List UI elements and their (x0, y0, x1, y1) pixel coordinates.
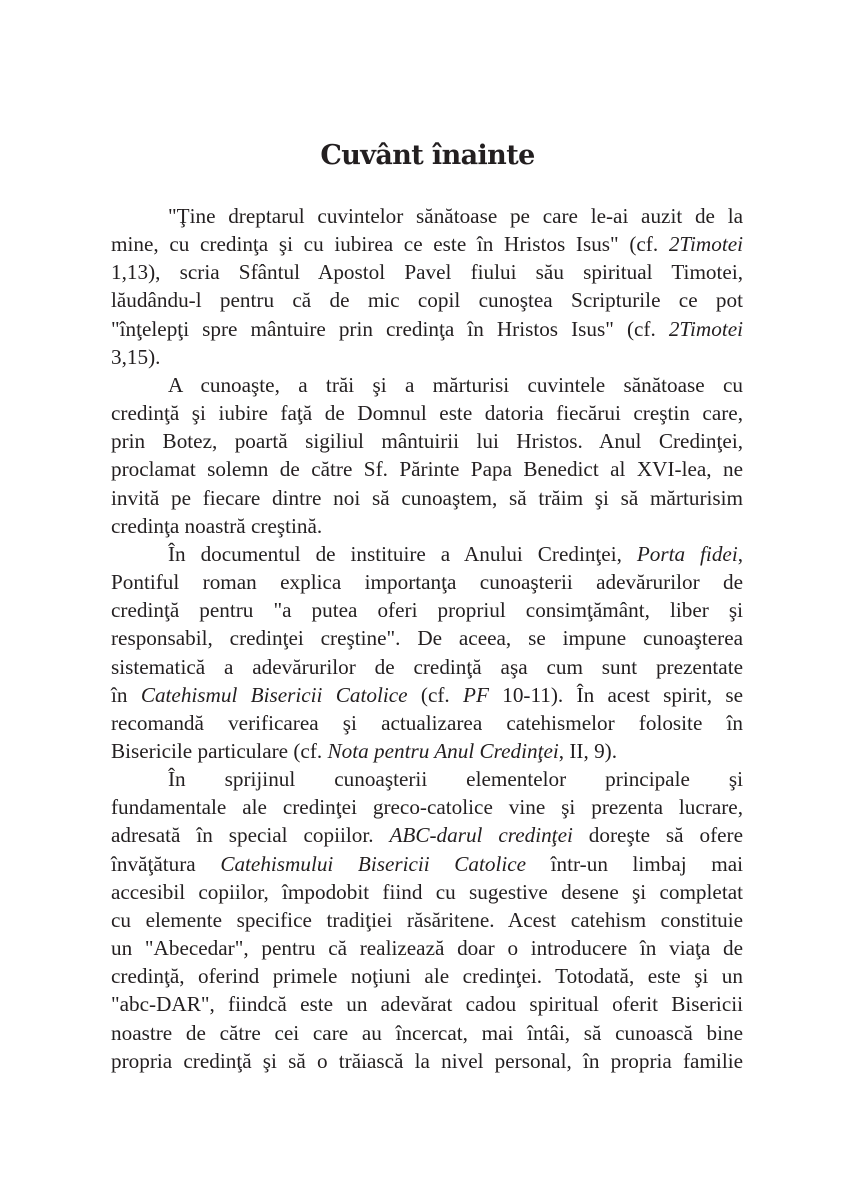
text-line: În documentul de instituire a Anului Credinţei, Porta fidei, (168, 541, 744, 566)
text-line: 3,15). (111, 344, 161, 369)
italic-reference: Catehismului Bisericii Catolice (220, 851, 527, 876)
text-line: lăudându-l pentru că de mic copil cunoştea Scripturile ce pot (111, 288, 743, 313)
text-line: A cunoaşte, a trăi şi a mărturisi cuvintele sănătoase cu (168, 372, 743, 397)
text-line: "înţelepţi spre mântuire prin credinţa în Hristos Isus" (cf. 2Timotei (111, 316, 743, 341)
text-line: credinţa noastră creştină. (111, 513, 323, 538)
italic-reference: Catehismul Bisericii Catolice (140, 682, 408, 707)
paragraph (111, 765, 743, 1075)
italic-reference: 2Timotei (668, 316, 743, 341)
text-line: 1,13), scria Sfântul Apostol Pavel fiului său spiritual Timotei, (111, 260, 743, 285)
paragraph (111, 540, 743, 765)
text-line: recomandă verificarea şi actualizarea catehismelor folosite în (111, 710, 743, 735)
text-line: cu elemente specifice tradiţiei răsăritene. Acest catehism constituie (111, 907, 743, 932)
text-line: Bisericile particulare (cf. Nota pentru Anul Credinţei, II, 9). (111, 738, 618, 763)
text-line: "Ţine dreptarul cuvintelor sănătoase pe care le-ai auzit de la (168, 204, 743, 228)
text-line: proclamat solemn de către Sf. Părinte Papa Benedict al XVI-lea, ne (111, 457, 743, 482)
text-line: în Catehismul Bisericii Catolice (cf. PF 10-11). În acest spirit, se (111, 682, 743, 707)
text-line: adresată în special copiilor. ABC-darul credinţei doreşte să ofere (111, 823, 743, 848)
page-title: Cuvânt înainte (320, 140, 535, 171)
text-line: responsabil, credinţei creştine". De aceea, se impune cunoaşterea (111, 626, 743, 651)
text-line: invită pe fiecare dintre noi să cunoaştem, să trăim şi să mărturisim (111, 485, 743, 510)
italic-reference: ABC-darul credinţei (389, 823, 573, 848)
text-line: credinţă şi iubire faţă de Domnul este datoria fiecărui creştin care, (111, 401, 743, 426)
text-line: "abc-DAR", fiindcă este un adevărat cadou spiritual oferit Bisericii (111, 992, 743, 1017)
italic-reference: Nota pentru Anul Credinţei (327, 738, 559, 763)
text-line: accesibil copiilor, împodobit fiind cu sugestive desene şi completat (111, 879, 743, 904)
italic-reference: PF (463, 682, 489, 707)
foreword-body (111, 202, 743, 1075)
text-line: învăţătura Catehismului Bisericii Catolice într-un limbaj mai (111, 851, 744, 876)
text-line: prin Botez, poartă sigiliul mântuirii lui Hristos. Anul Credinţei, (111, 429, 743, 454)
paragraph (111, 371, 743, 540)
text-line: mine, cu credinţa şi cu iubirea ce este în Hristos Isus" (cf. 2Timotei (111, 232, 743, 257)
text-line: În sprijinul cunoaşterii elementelor principale şi (168, 767, 743, 792)
italic-reference: 2Timotei (668, 232, 743, 257)
text-line: un "Abecedar", pentru că realizează doar o introducere în viaţa de (111, 936, 743, 961)
text-line: noastre de către cei care au încercat, mai întâi, să cunoască bine (111, 1020, 743, 1045)
italic-reference: Porta fidei (636, 541, 738, 566)
text-line: sistematică a adevărurilor de credinţă aşa cum sunt prezentate (111, 654, 743, 679)
text-line: Pontiful roman explica importanţa cunoaşterii adevărurilor de (111, 570, 743, 595)
text-line: credinţă pentru "a putea oferi propriul consimţământ, liber şi (111, 598, 743, 623)
text-line: fundamentale ale credinţei greco-catolice vine şi prezenta lucrare, (111, 795, 743, 820)
text-line: propria credinţă şi să o trăiască la nivel personal, în propria familie (111, 1048, 743, 1073)
paragraph (111, 202, 743, 371)
text-line: credinţă, oferind primele noţiuni ale credinţei. Totodată, este şi un (111, 964, 743, 989)
